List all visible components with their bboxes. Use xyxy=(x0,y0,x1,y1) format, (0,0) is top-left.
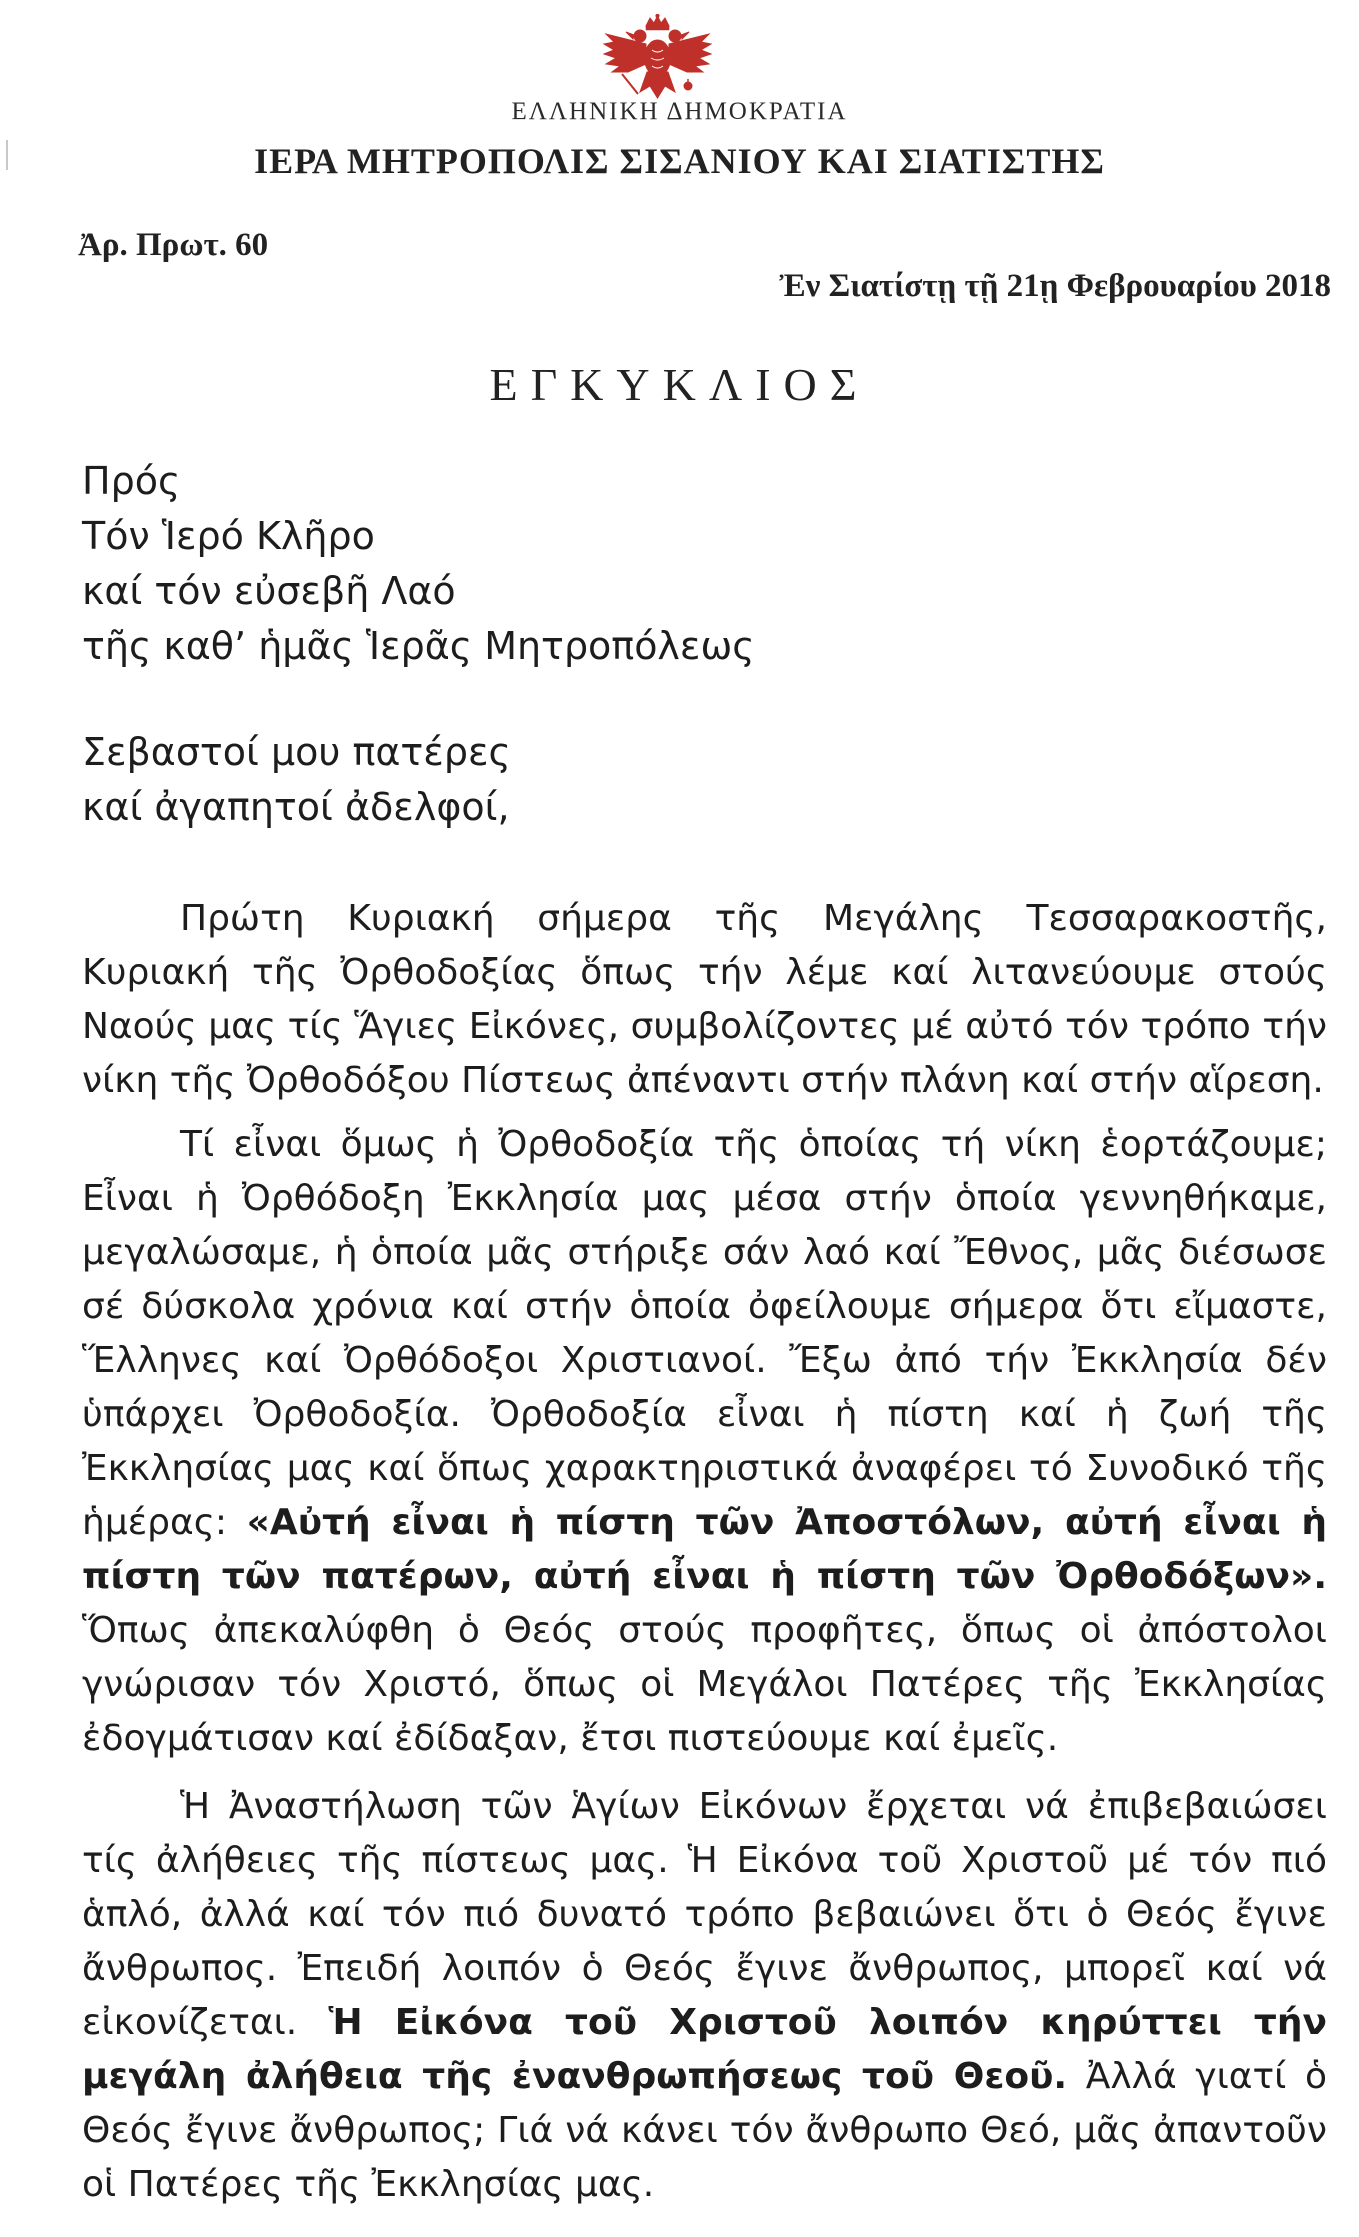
paragraph-text: Τί εἶναι ὅμως ἡ Ὀρθοδοξία τῆς ὁποίας τή νίκη ἑορτάζουμε; Εἶναι ἡ Ὀρθόδοξη Ἐκκλησία μας μέσα στήν ὁποία γεννηθήκαμε, μεγαλώσαμε, ἡ ὁποία μᾶς στήριξε σάν λαό καί Ἔθνος, μᾶς διέσωσε σέ δύσκολα χρόνια καί στήν ὁποία ὀφείλουμε σήμερα ὅτι εἴμαστε, Ἕλληνες καί Ὀρθόδοξοι Χριστιανοί. Ἔξω ἀπό τήν Ἐκκλησία δέν ὑπάρχει Ὀρθοδοξία. Ὀρθοδοξία εἶναι ἡ πίστη καί ἡ ζωή τῆς Ἐκκλησίας μας καί ὅπως χαρακτηριστικά ἀναφέρει τό Συνοδικό τῆς ἡμέρας: xyxy=(82,1124,1327,1543)
double-headed-eagle-seal-icon xyxy=(600,14,715,104)
protocol-number: Ἀρ. Πρωτ. 60 xyxy=(78,227,269,263)
greeting-line: Σεβαστοί μου πατέρες xyxy=(82,730,511,774)
paragraph-text: Ὅπως ἀπεκαλύφθη ὁ Θεός στούς προφῆτες, ὅπως οἱ ἀπόστολοι γνώρισαν τόν Χριστό, ὅπως οἱ Μεγάλοι Πατέρες τῆς Ἐκκλησίας ἐδογμάτισαν καί ἐδίδαξαν, ἔτσι πιστεύουμε καί ἐμεῖς. xyxy=(82,1610,1327,1759)
address-to: Πρός xyxy=(82,459,181,503)
paragraph xyxy=(82,1118,1327,1766)
paragraph-text: Ἡ Ἀναστήλωση τῶν Ἁγίων Εἰκόνων ἔρχεται νά ἐπιβεβαιώσει τίς ἀλήθειες τῆς πίστεως μας. Ἡ Εἰκόνα τοῦ Χριστοῦ μέ τόν πιό ἁπλό, ἀλλά καί τόν πιό δυνατό τρόπο βεβαιώνει ὅτι ὁ Θεός ἔγινε ἄνθρωπος. Ἐπειδή λοιπόν ὁ Θεός ἔγινε ἄνθρωπος, μπορεῖ καί νά εἰκονίζεται. xyxy=(82,1786,1327,2043)
greeting-line: καί ἀγαπητοί ἀδελφοί, xyxy=(82,785,510,829)
paragraph-text: Ἀλλά γιατί ὁ Θεός ἔγινε ἄνθρωπος; Γιά νά κάνει τόν ἄνθρωπο Θεό, μᾶς ἀπαντοῦν οἱ Πατέρες τῆς Ἐκκλησίας μας. xyxy=(82,2056,1327,2205)
bold-quote: «Αὐτή εἶναι ἡ πίστη τῶν Ἀποστόλων, αὐτή εἶναι ἡ πίστη τῶν πατέρων, αὐτή εἶναι ἡ πίστη τῶν Ὀρθοδόξων». xyxy=(82,1502,1327,1597)
address-line: καί τόν εὐσεβῆ Λαό xyxy=(82,569,456,613)
paragraph xyxy=(82,1780,1327,2212)
address-line: τῆς καθ’ ἡμᾶς Ἱερᾶς Μητροπόλεως xyxy=(82,624,755,668)
bold-statement: Ἡ Εἰκόνα τοῦ Χριστοῦ λοιπόν κηρύττει τήν μεγάλη ἀλήθεια τῆς ἐνανθρωπήσεως τοῦ Θεοῦ. xyxy=(82,2002,1327,2097)
paragraph xyxy=(82,892,1327,1108)
greeting-block xyxy=(82,725,511,835)
address-block xyxy=(82,454,755,674)
dateline: Ἐν Σιατίστῃ τῇ 21ῃ Φεβρουαρίου 2018 xyxy=(779,268,1331,304)
document-title: ΕΓΚΥΚΛΙΟΣ xyxy=(489,359,870,410)
letter-body xyxy=(82,892,1327,2212)
paragraph-text: Πρώτη Κυριακή σήμερα τῆς Μεγάλης Τεσσαρακοστῆς, Κυριακή τῆς Ὀρθοδοξίας ὅπως τήν λέμε καί λιτανεύουμε στούς Ναούς μας τίς Ἅγιες Εἰκόνες, συμβολίζοντες μέ αὐτό τόν τρόπο τήν νίκη τῆς Ὀρθοδόξου Πίστεως ἀπέναντι στήν πλάνη καί στήν αἵρεση. xyxy=(82,898,1327,1101)
republic-header: ΕΛΛΗΝΙΚΗ ΔΗΜΟΚΡΑΤΙΑ xyxy=(511,98,848,125)
address-line: Τόν Ἱερό Κλῆρο xyxy=(82,514,375,558)
metropolis-name: ΙΕΡΑ ΜΗΤΡΟΠΟΛΙΣ ΣΙΣΑΝΙΟΥ ΚΑΙ ΣΙΑΤΙΣΤΗΣ xyxy=(254,141,1105,181)
